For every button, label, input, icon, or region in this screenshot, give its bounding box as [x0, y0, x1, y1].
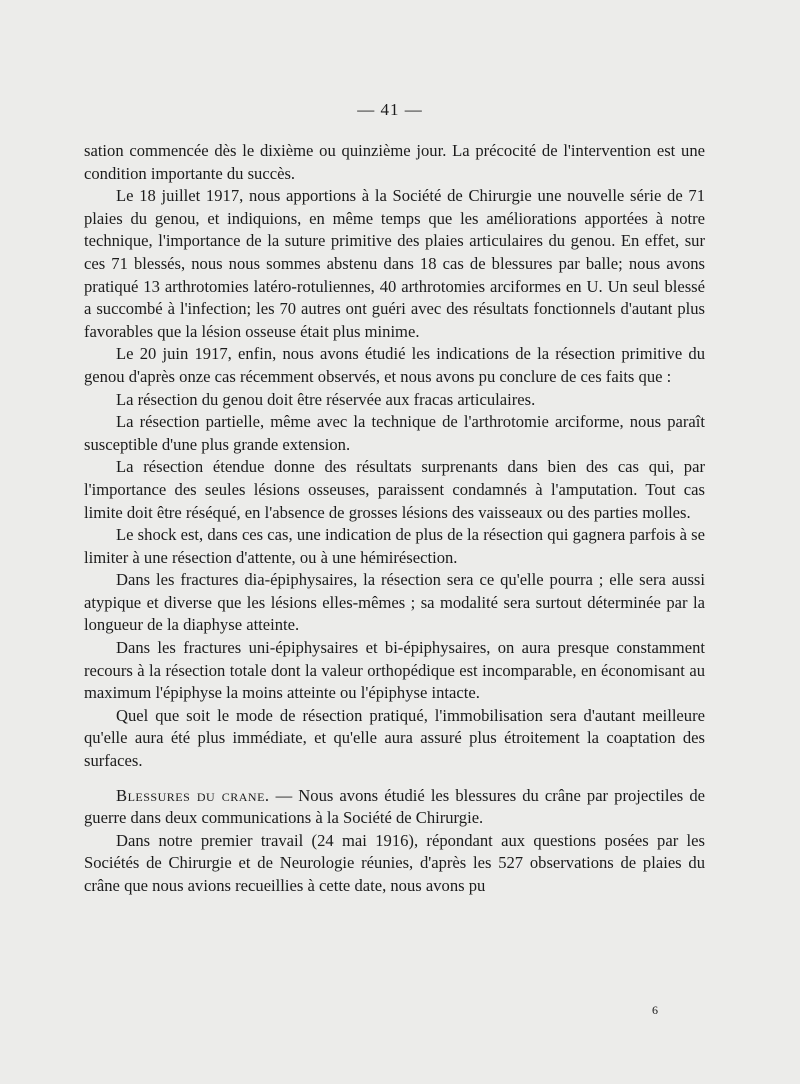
page-number: — 41 —	[357, 100, 423, 119]
paragraph: Dans notre premier travail (24 mai 1916), répondant aux questions posées par les Sociétés de Chirurgie et de Neurologie réunies, d'après les 527 observations de plaies du crâne que nous avions recueillies à cette date, nous avons pu	[84, 830, 705, 895]
body-text	[84, 140, 705, 898]
paragraph: La résection partielle, même avec la technique de l'arthrotomie arciforme, nous paraît susceptible d'une plus grande extension.	[84, 412, 705, 454]
section-text: — Nous avons étudié les blessures du crâne par projectiles de guerre dans deux communications à la Société de Chirurgie.	[84, 785, 706, 828]
paragraph: Le shock est, dans ces cas, une indication de plus de la résection qui gagnera parfois à se limiter à une résection d'attente, ou à une hémirésection.	[84, 525, 705, 567]
paragraph: Le 20 juin 1917, enfin, nous avons étudié les indications de la résection primitive du genou d'après onze cas récemment observés, et nous avons pu conclure de ces faits que :	[84, 344, 705, 386]
paragraph: Dans les fractures uni-épiphysaires et bi-épiphysaires, on aura presque constamment recours à la résection totale dont la valeur orthopédique est incomparable, en économisant au maximum l'épiphyse la moins atteinte ou l'épiphyse intacte.	[84, 638, 705, 703]
paragraph: La résection étendue donne des résultats surprenants dans bien des cas qui, par l'importance des seules lésions osseuses, paraissent condamnés à l'amputation. Tout cas limite doit être réséqué, en l'absence de grosses lésions des vaisseaux ou des parties molles.	[84, 457, 705, 522]
paragraph: sation commencée dès le dixième ou quinzième jour. La précocité de l'intervention est une condition importante du succès.	[84, 141, 705, 183]
paragraph: Le 18 juillet 1917, nous apportions à la Société de Chirurgie une nouvelle série de 71 plaies du genou, et indiquions, en même temps que les améliorations apportées à notre technique, l'importance de la suture primitive des plaies articulaires du genou. En effet, sur ces 71 blessés, nous nous sommes abstenu dans 18 cas de blessures par balle; nous avons pratiqué 13 arthrotomies latéro-rotuliennes, 40 arthrotomies arciformes en U. Un seul blessé a succombé à l'infection; les 70 autres ont guéri avec des résultats fonctionnels d'autant plus favorables que la lésion osseuse était plus minime.	[84, 186, 705, 341]
section-paragraph	[84, 785, 705, 830]
section-heading: Blessures du crane.	[116, 785, 270, 805]
paragraph: Dans les fractures dia-épiphysaires, la résection sera ce qu'elle pourra ; elle sera aussi atypique et diverse que les lésions elles-mêmes ; sa modalité sera surtout déterminée par la longueur de la diaphyse atteinte.	[84, 570, 705, 635]
paragraph: La résection du genou doit être réservée aux fracas articulaires.	[116, 389, 536, 409]
paragraph: Quel que soit le mode de résection pratiqué, l'immobilisation sera d'autant meilleure qu'elle aura été plus immédiate, et qu'elle aura assuré plus étroitement la coaptation des surfaces.	[84, 705, 705, 771]
signature-mark: 6	[652, 1003, 658, 1017]
